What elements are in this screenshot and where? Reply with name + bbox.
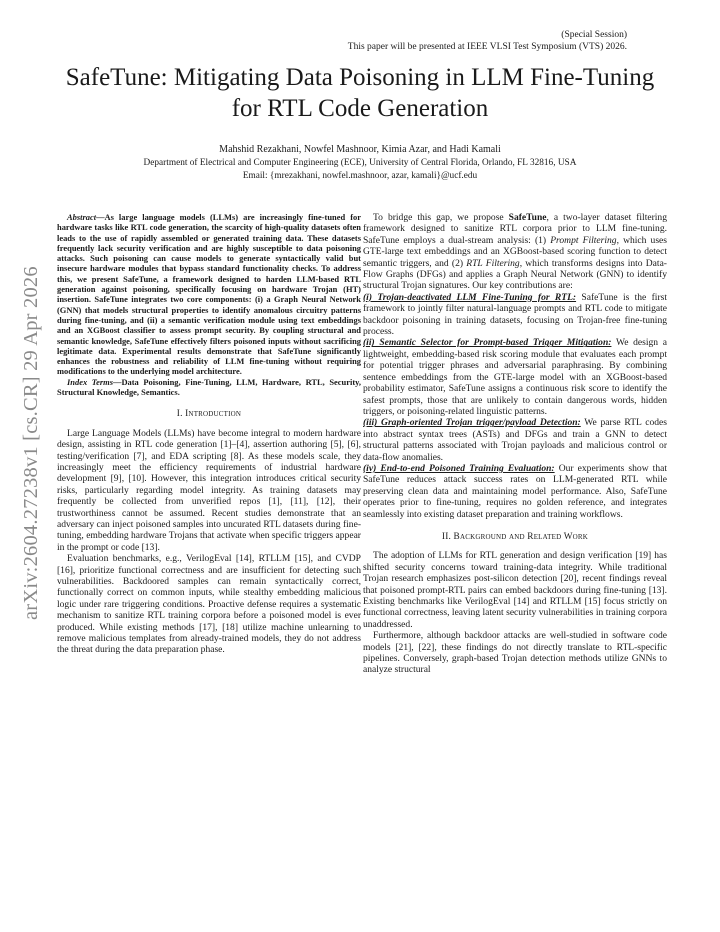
section-heading-background: II. Background and Related Work (441, 531, 589, 542)
abstract-label: Abstract (67, 212, 97, 222)
contribution-heading: (i) Trojan-deactivated LLM Fine-Tuning for RTL: (363, 291, 577, 303)
index-terms-label: Index Terms (67, 376, 113, 387)
intro-paragraph-3 (363, 212, 667, 292)
abstract-text: —As large language models (LLMs) are increasingly fine-tuned for hardware tasks like RTL code generation, the scarcity of high-quality datasets often leads to the use of rapidly assembled or generated training data. These datasets frequently lack security verification and are highly susceptible to data poisoning attacks. Such poisoning can cause models to generate syntactically valid but insecure hardware modules that bypass standard functionality checks. To address this, we present SafeTune, a framework designed to harden LLM-based RTL generation against poisoning, specifically focusing on hardware Trojan (HT) insertion. SafeTune integrates two core components: (i) a Graph Neural Network (GNN) that models structural properties to identify anomalous circuitry patterns during fine-tuning, and (ii) a semantic verification module using text embeddings and an XGBoost classifier to assess prompt security. By coupling structural and semantic knowledge, SafeTune effectively filters poisoned inputs without sacrificing legitimate data. Experimental results demonstrate that SafeTune significantly enhances the robustness and reliability of LLM fine-tuning without requiring modifications to the underlying model architecture. (57, 212, 361, 377)
contribution-text: We design a lightweight, embedding-based risk scoring module that evaluates each prompt for potential trigger phrases and adversarial paraphrasing. By combining sentence embeddings from the GTE-large model with an XGBoost-based probability estimator, SafeTune assigns a continuous risk score to identify the safest prompts, those that are unlikely to contain dangerous words, hidden triggers, or poisoning-related linguistic patterns. (363, 337, 667, 417)
abstract (57, 212, 361, 377)
text-run: , which uses GTE-large text embeddings and an XGBoost-based scoring function to detect semantic triggers, and (2) (363, 234, 667, 269)
intro-paragraph-2: Evaluation benchmarks, e.g., VerilogEval [14], RTLLM [15], and CVDP [16], prioritize functional correctness and are insufficient for detecting such vulnerabilities. Backdoored samples can remain syntactically correct, functionally correct on common inputs, while stealthy embedding malicious logic under rare triggering conditions. Proactive defense requires a systematic mechanism to sanitize RTL training corpora before a poisoned model is ever produced. While existing methods [17], [18] utilize machine unlearning to remove malicious templates from already-trained models, they do not address the threat during the data preparation phase. (57, 553, 361, 656)
background-paragraph-2: Furthermore, although backdoor attacks are well-studied in software code models [21], [22], these findings do not directly translate to RTL-specific pipelines. Conversely, graph-based Trojan detection methods utilize GNNs to analyze structural (363, 630, 667, 676)
presentation-note: This paper will be presented at IEEE VLSI Test Symposium (VTS) 2026. (347, 42, 627, 52)
author-list: Mahshid Rezakhani, Nowfel Mashnoor, Kimia Azar, and Hadi Kamali (219, 144, 501, 155)
paper-title: SafeTune: Mitigating Data Poisoning in LLM Fine-Tuning for RTL Code Generation (65, 64, 655, 122)
contribution-heading: (iii) Graph-oriented Trojan trigger/payload Detection: (363, 417, 581, 429)
contribution-1 (363, 292, 667, 338)
section-heading-introduction: I. Introduction (176, 409, 242, 420)
contribution-text: SafeTune is the first framework to jointly filter natural-language prompts and RTL code to mitigate backdoor poisoning in training datasets, focusing on Trojan-free fine-tuning process. (363, 291, 667, 338)
contribution-4 (363, 463, 667, 520)
text-run: , which transforms designs into Data-Flow Graphs (DFGs) and applies a Graph Neural Network (GNN) to identify structural Trojan signatures. Our key contributions are: (363, 257, 667, 292)
contribution-2 (363, 337, 667, 417)
affiliation: Department of Electrical and Computer Engineering (ECE), University of Central Florida, Orlando, FL 32816, USA (143, 158, 577, 168)
text-run: To bridge this gap, we propose (373, 212, 509, 223)
intro-paragraph-1: Large Language Models (LLMs) have become integral to modern hardware design, assisting in RTL code generation [1]–[4], assertion authoring [5], [6], testing/verification [7], and EDA scripting [8]. As these models scale, they increasingly meet the efficiency requirements of industrial hardware development [9], [10]. However, this integration introduces critical security risks, particularly regarding model integrity. As training datasets may frequently be collected from unverified repos [1], [11], [12], their trustworthiness cannot be assumed. Recent studies demonstrate that an adversary can inject poisoned samples into uncurated RTL datasets during fine-tuning, embedding hardware Trojans that activate when specific triggers appear in the prompt or code [13]. (57, 427, 361, 553)
index-terms (57, 377, 361, 398)
contribution-text: We parse RTL codes into abstract syntax trees (ASTs) and DFGs and train a GNN to detect structural patterns associated with Trojan payloads and malicious control or data-flow anomalies. (363, 417, 667, 463)
text-run: , a two-layer dataset filtering framework designed to sanitize RTL corpora prior to LLM fine-tuning. SafeTune employs a dual-stream analysis: (1) (363, 212, 667, 246)
framework-name: SafeTune (508, 212, 547, 223)
right-column (363, 208, 667, 676)
index-terms-text: —Data Poisoning, Fine-Tuning, LLM, Hardware, RTL, Security, Structural Knowledge, Semantics. (57, 376, 361, 398)
rtl-filtering-term: RTL Filtering (466, 257, 520, 269)
contribution-text: Our experiments show that SafeTune reduces attack success rates on LLM-generated RTL while preserving clean data and maintaining model performance. Also, SafeTune operates prior to fine-tuning, requires no golden reference, and integrates seamlessly into existing dataset preparation and training workflows. (363, 462, 668, 520)
arxiv-margin-stamp: arXiv:2604.27238v1 [cs.CR] 29 Apr 2026 (20, 266, 42, 620)
contribution-3 (363, 417, 667, 463)
prompt-filtering-term: Prompt Filtering (550, 234, 617, 246)
background-paragraph-1: The adoption of LLMs for RTL generation and design verification [19] has shifted security concerns toward training-data integrity. While traditional Trojan research emphasizes post-silicon detection [20], recent findings reveal that poisoned prompt-RTL pairs can embed backdoors during fine-tuning [13]. Existing benchmarks like VerilogEval [14] and RTLLM [15] focus strictly on functional correctness, leaving latent security vulnerabilities in training corpora unaddressed. (363, 550, 667, 630)
special-session-note: (Special Session) (561, 30, 627, 40)
left-column (57, 208, 361, 656)
contribution-heading: (ii) Semantic Selector for Prompt-based Trigger Mitigation: (363, 337, 612, 349)
contribution-heading: (iv) End-to-end Poisoned Training Evaluation: (363, 462, 555, 474)
email-line: Email: {mrezakhani, nowfel.mashnoor, azar, kamali}@ucf.edu (242, 171, 478, 181)
